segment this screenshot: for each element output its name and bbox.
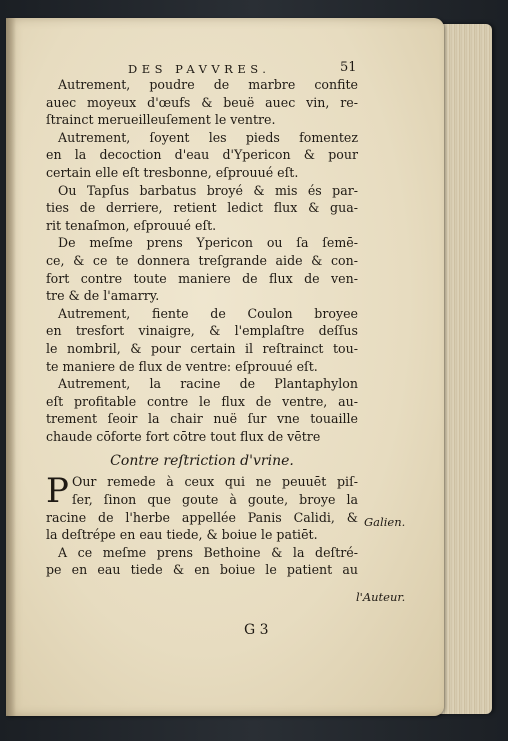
section-heading: Contre reſtriction d'vrine. [110,453,294,470]
paragraph [46,76,358,129]
paragraph [46,305,358,375]
signature-mark: G 3 [244,622,269,638]
text-line: Autrement, la racine de Plantaphylon [58,376,358,392]
text-block [46,76,358,579]
text-line: rit tenaſmon, eſprouué eſt. [46,217,217,233]
text-line: certain elle eſt tresbonne, eſprouué eſt. [46,164,299,180]
text-line: en la decoction d'eau d'Ypericon & pour [46,147,358,163]
text-line: eſt profitable contre le flux de ventre, au- [46,393,358,409]
text-line: ſer, ſinon que goute à goute, broye la [72,492,358,508]
folio-number: 51 [340,60,357,75]
text-line: tre & de l'amarry. [46,288,160,304]
text-line: ce, & ce te donnera treſgrande aide & con- [46,252,358,268]
text-line: Autrement, fiente de Coulon broyee [58,305,358,321]
text-line: racine de l'herbe appellée Panis Calidi, & [46,509,358,525]
marginal-note: l'Auteur. [356,590,406,604]
text-line: te maniere de flux de ventre: eſprouué eſt. [46,358,318,374]
paragraph [46,234,358,304]
text-line: Our remede à ceux qui ne peuuēt piſ- [72,474,358,490]
paragraph [46,129,358,182]
text-line: De meſme prens Ypericon ou ſa ſemē- [58,235,358,251]
text-line: fort contre toute maniere de flux de ven- [46,270,358,286]
text-line: Ou Tapſus barbatus broyé & mis és par- [58,182,358,198]
paragraph [46,544,358,579]
text-line: ties de derriere, retient ledict flux & gua- [46,200,358,216]
text-line: le nombril, & pour certain il reſtrainct tou- [46,340,358,356]
text-line: trement ſeoir la chair nuë ſur vne touaille [46,411,358,427]
paragraph [46,375,358,445]
marginal-note: Galien. [364,515,406,529]
text-line: Autrement, poudre de marbre confite [58,77,358,92]
text-line: A ce meſme prens Bethoine & la deſtré- [58,544,358,560]
gutter-shadow [6,18,16,716]
text-line: chaude cōforte fort cōtre tout flux de vētre [46,428,321,444]
paragraph [46,182,358,235]
running-head: DES PAVVRES. [128,62,271,76]
paragraph-with-initial [46,473,358,543]
drop-cap-initial: P [46,471,69,512]
text-line: pe en eau tiede & en boiue le patient au [46,562,358,578]
text-line: la deſtrépe en eau tiede, & boiue le patiēt. [46,527,318,543]
text-line: en tresfort vinaigre, & l'emplaſtre deſſus [46,323,358,339]
text-line: auec moyeux d'œufs & beuë auec vin, re- [46,94,358,110]
text-line: ſtrainct merueilleuſement le ventre. [46,112,276,128]
text-line: Autrement, ſoyent les pieds fomentez [58,129,358,145]
